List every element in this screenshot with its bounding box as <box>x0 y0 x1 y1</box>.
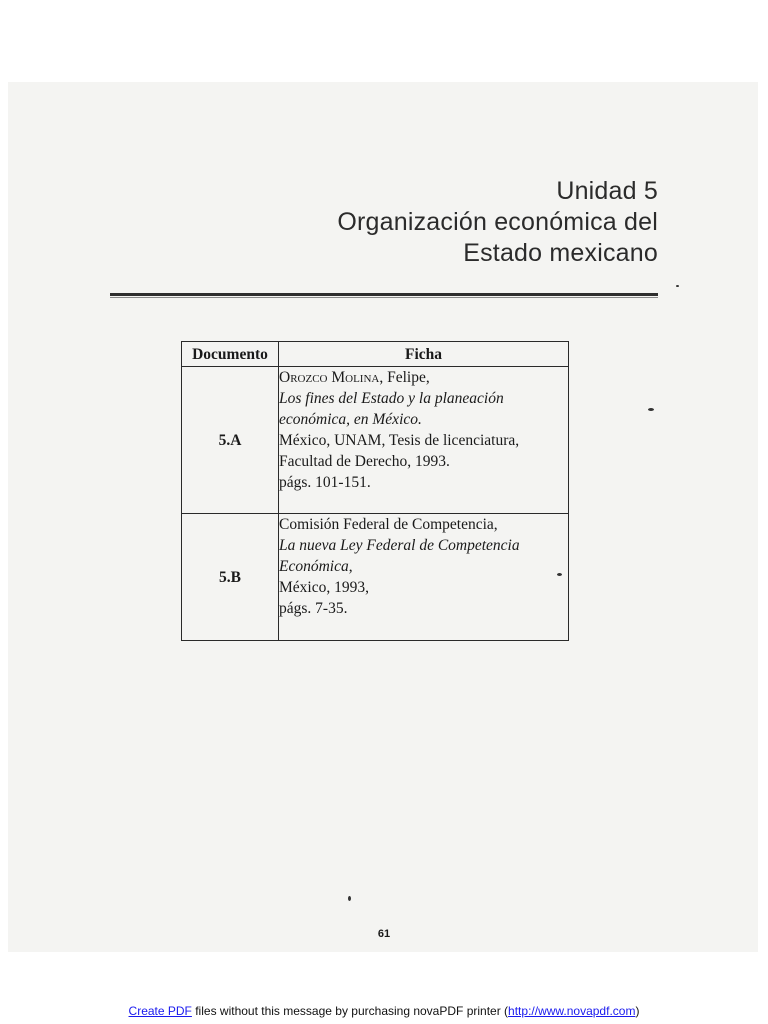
unit-number: Unidad 5 <box>556 177 658 205</box>
unit-title-line2: Estado mexicano <box>463 239 658 267</box>
create-pdf-link[interactable]: Create PDF <box>128 1004 192 1018</box>
unit-heading <box>238 176 658 269</box>
scan-speck <box>676 285 679 287</box>
scan-speck <box>648 408 654 411</box>
ficha-pages-line: págs. 101-151. <box>279 474 371 491</box>
ficha-title-line2: económica, en México. <box>279 411 422 428</box>
document-table <box>181 341 569 641</box>
table-row <box>182 514 569 641</box>
ficha-author-line <box>279 367 568 388</box>
ficha-faculty-line: Facultad de Derecho, 1993. <box>279 453 450 470</box>
ficha-author-line: Comisión Federal de Competencia, <box>279 516 498 533</box>
document-id: 5.B <box>182 514 279 641</box>
page-number: 61 <box>377 928 391 940</box>
author-surname: Orozco Molina <box>279 369 380 386</box>
ficha-pages-line: págs. 7-35. <box>279 600 348 617</box>
ficha-title-line1: Los fines del Estado y la planeación <box>279 390 504 407</box>
pdf-watermark-footer <box>0 1004 768 1018</box>
document-id: 5.A <box>182 367 279 514</box>
ficha-publisher-line: México, UNAM, Tesis de licenciatura, <box>279 432 520 449</box>
table-row <box>182 367 569 514</box>
heading-divider <box>110 293 658 296</box>
ficha-cell <box>279 514 569 641</box>
column-header-ficha: Ficha <box>279 342 569 367</box>
ficha-title-line1: La nueva Ley Federal de Competencia <box>279 537 520 554</box>
footer-text: files without this message by purchasing novaPDF printer ( <box>191 1004 509 1018</box>
heading-divider-shadow <box>110 297 658 298</box>
table-header-row <box>182 342 569 367</box>
column-header-documento: Documento <box>182 342 279 367</box>
footer-text-end: ) <box>635 1004 640 1018</box>
ficha-title-line2-wrap <box>279 556 568 577</box>
ficha-title-suffix: , <box>348 558 353 575</box>
ficha-publisher-line: México, 1993, <box>279 579 369 596</box>
novapdf-url-link[interactable]: http://www.novapdf.com <box>508 1004 636 1018</box>
ficha-cell <box>279 367 569 514</box>
ficha-title-line2: Económica <box>279 558 349 575</box>
scan-speck <box>348 896 351 901</box>
scan-speck <box>557 573 562 576</box>
unit-title-line1: Organización económica del <box>337 208 658 236</box>
author-given-name: , Felipe, <box>379 369 430 386</box>
